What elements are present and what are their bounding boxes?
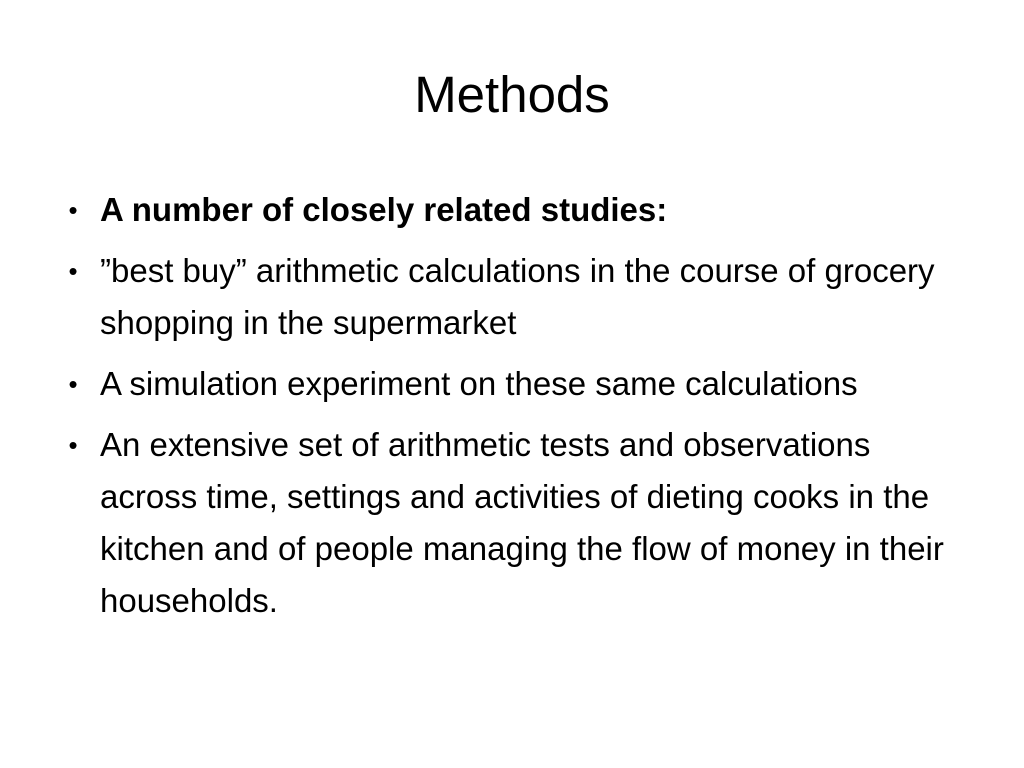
slide-title: Methods <box>414 66 610 123</box>
bullet-icon: • <box>68 195 78 225</box>
bullet-item-best-buy <box>56 245 976 349</box>
bullet-icon: • <box>68 256 78 286</box>
bullet-item-tests <box>56 419 976 627</box>
bullet-text: An extensive set of arithmetic tests and observations across time, settings and activities of dieting cooks in the kitchen and of people managing the flow of money in their households. <box>100 426 944 619</box>
bullet-item-simulation <box>56 358 976 410</box>
bullet-text: ”best buy” arithmetic calculations in the course of grocery shopping in the supermarket <box>100 252 935 341</box>
bullet-item-studies <box>56 184 976 236</box>
bullet-icon: • <box>68 369 78 399</box>
bullet-text: A simulation experiment on these same calculations <box>100 365 858 402</box>
bullet-icon: • <box>68 430 78 460</box>
bullet-text: A number of closely related studies: <box>100 191 668 228</box>
bullet-list <box>56 184 976 636</box>
